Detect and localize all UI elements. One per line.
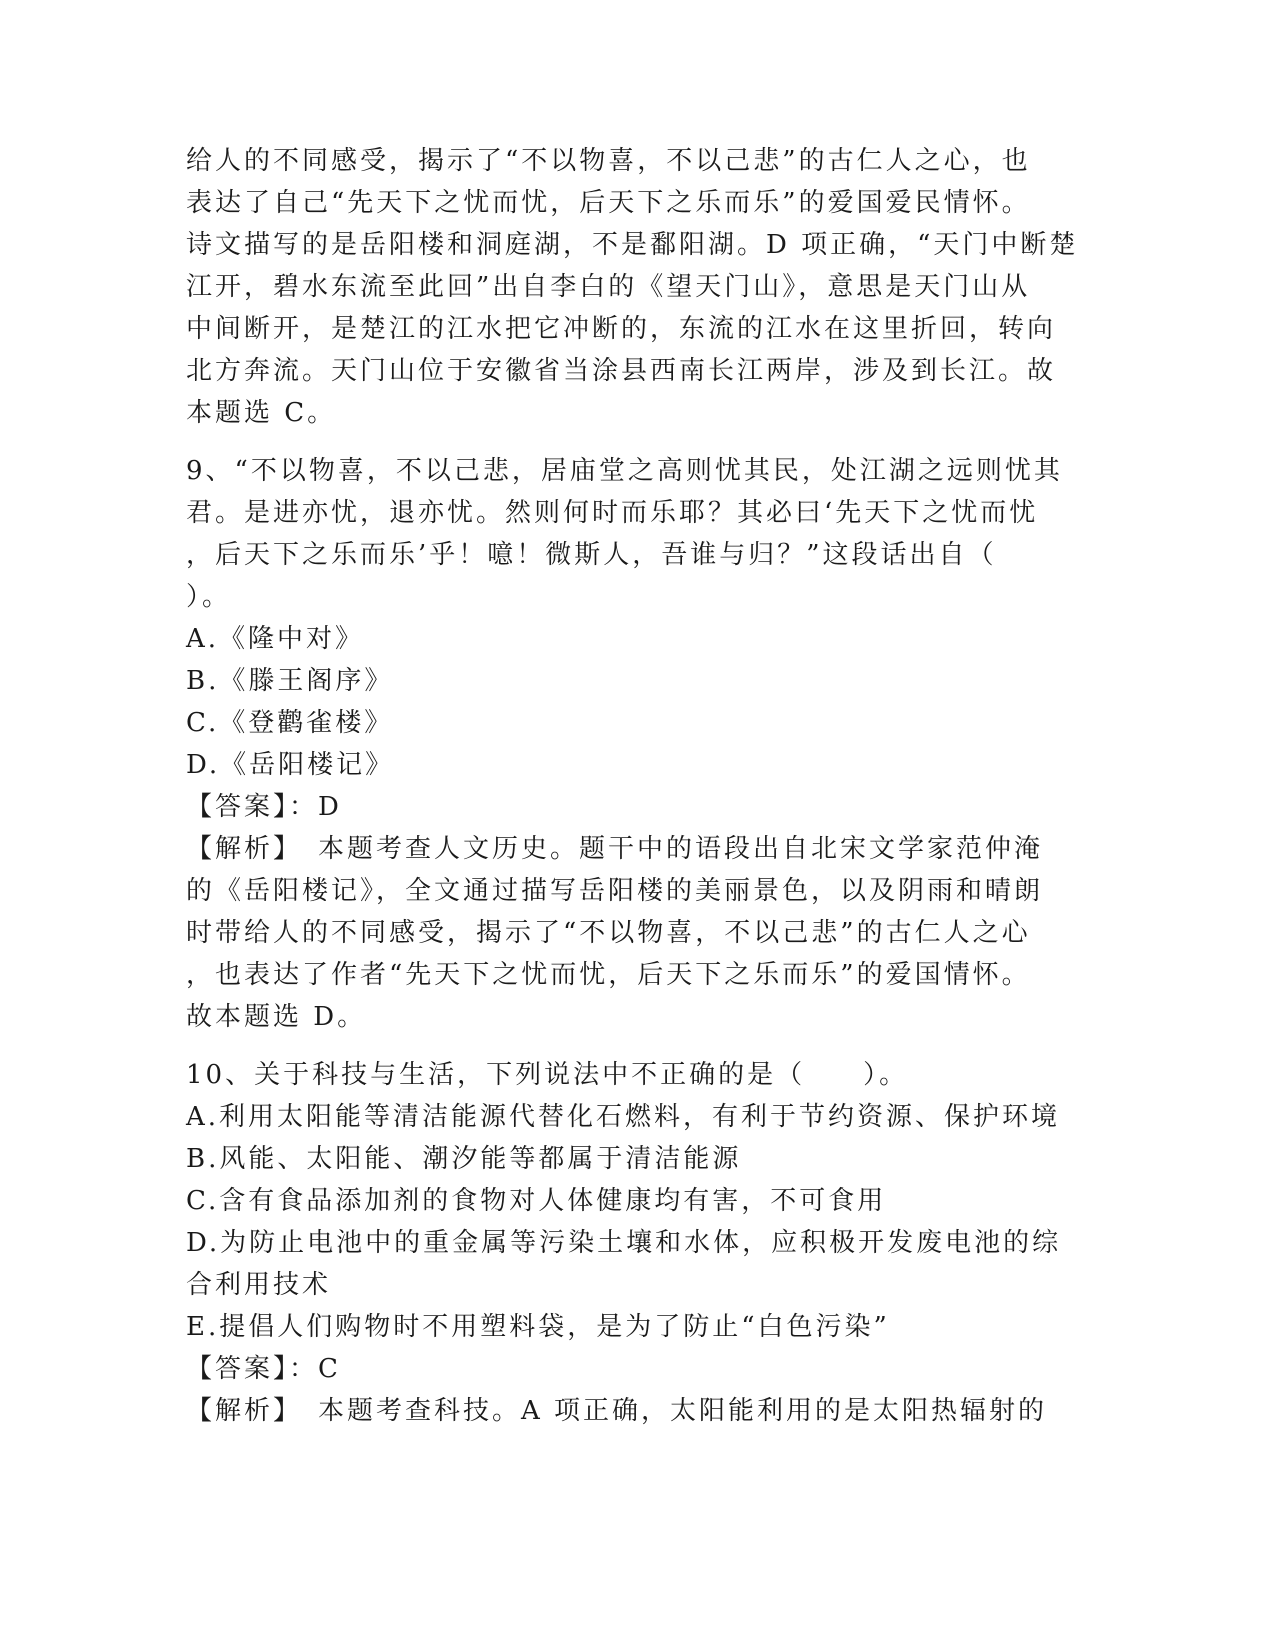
option-b: B.风能、太阳能、潮汐能等都属于清洁能源 — [186, 1144, 742, 1174]
option-c: C.含有食品添加剂的食物对人体健康均有害，不可食用 — [186, 1186, 887, 1216]
option-d: D.为防止电池中的重金属等污染土壤和水体，应积极开发废电池的综 — [186, 1228, 1062, 1258]
option-a: A.利用太阳能等清洁能源代替化石燃料，有利于节约资源、保护环境 — [186, 1102, 1061, 1132]
analysis-line: 故本题选 D。 — [186, 1002, 367, 1032]
text-line: 中间断开，是楚江的江水把它冲断的，东流的江水在这里折回，转向 — [186, 314, 1057, 344]
analysis-line: 【解析】 本题考查人文历史。题干中的语段出自北宋文学家范仲淹 — [186, 834, 1044, 864]
option-b: B.《滕王阁序》 — [186, 666, 394, 696]
option-d: D.《岳阳楼记》 — [186, 750, 395, 780]
question-stem-line: ，后天下之乐而乐’乎！噫！微斯人，吾谁与归？”这段话出自（ — [186, 540, 997, 570]
text-line: 江开，碧水东流至此回”出自李白的《望天门山》，意思是天门山从 — [186, 272, 1031, 302]
text-line: 诗文描写的是岳阳楼和洞庭湖，不是鄱阳湖。D 项正确，“天门中断楚 — [186, 230, 1079, 260]
question-stem-line: 9、“不以物喜，不以己悲，居庙堂之高则忧其民，处江湖之远则忧其 — [186, 456, 1063, 486]
question-stem-line: 10、关于科技与生活，下列说法中不正确的是（ ）。 — [186, 1060, 909, 1090]
text-line: 给人的不同感受，揭示了“不以物喜，不以己悲”的古仁人之心，也 — [186, 146, 1031, 176]
text-line: 表达了自己“先天下之忧而忧，后天下之乐而乐”的爱国爱民情怀。 — [186, 188, 1031, 218]
answer-line: 【答案】：D — [186, 792, 342, 822]
answer-line: 【答案】：C — [186, 1354, 341, 1384]
question-stem-line: 君。是进亦忧，退亦忧。然则何时而乐耶？其必曰‘先天下之忧而忧 — [186, 498, 1039, 528]
option-a: A.《隆中对》 — [186, 624, 365, 654]
text-line: 北方奔流。天门山位于安徽省当涂县西南长江两岸，涉及到长江。故 — [186, 356, 1057, 386]
analysis-line: 的《岳阳楼记》，全文通过描写岳阳楼的美丽景色，以及阴雨和晴朗 — [186, 876, 1044, 906]
analysis-line: ，也表达了作者“先天下之忧而忧，后天下之乐而乐”的爱国情怀。 — [186, 960, 1031, 990]
analysis-line: 【解析】 本题考查科技。A 项正确，太阳能利用的是太阳热辐射的 — [186, 1396, 1048, 1426]
question-stem-line: ）。 — [186, 582, 232, 612]
analysis-line: 时带给人的不同感受，揭示了“不以物喜，不以己悲”的古仁人之心 — [186, 918, 1031, 948]
option-e: E.提倡人们购物时不用塑料袋，是为了防止“白色污染” — [186, 1312, 890, 1342]
option-c: C.《登鹳雀楼》 — [186, 708, 394, 738]
option-d-continuation: 合利用技术 — [186, 1270, 332, 1300]
text-line: 本题选 C。 — [186, 398, 337, 428]
